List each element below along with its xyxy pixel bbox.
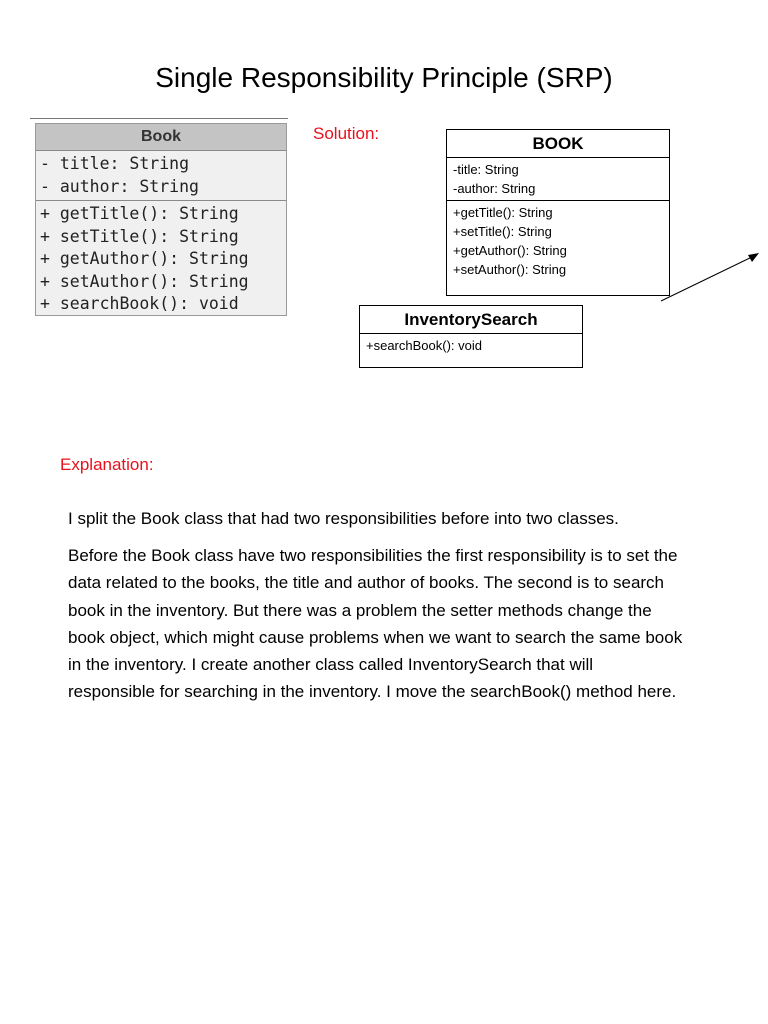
attribute-row: -title: String (453, 162, 519, 177)
explanation-paragraph: I split the Book class that had two responsibilities before into two classes. (68, 509, 619, 528)
method-row: + searchBook(): void (40, 294, 239, 313)
arrow-line (661, 255, 756, 301)
book-class-attributes (447, 158, 669, 201)
method-row: +setTitle(): String (453, 224, 552, 239)
solution-label: Solution: (313, 124, 380, 143)
attribute-row: -author: String (453, 181, 536, 196)
original-class-name: Book (36, 124, 286, 151)
inventory-class-name: InventorySearch (360, 306, 582, 334)
original-class-attributes (36, 151, 286, 201)
explanation-paragraph: Before the Book class have two responsibilities the first responsibility is to set the data related to the books, the title and author of books. The second is to search book in the inventory. But there was a problem the setter methods change the book object, which might cause problems when we want to search the same book in the inventory. I create another class called InventorySearch that will responsible for searching in the inventory. I move the searchBook() method here. (68, 546, 683, 702)
method-row: + getAuthor(): String (40, 249, 249, 268)
explanation-label: Explanation: (60, 455, 154, 474)
arrow-head-icon (748, 253, 759, 262)
page-title: Single Responsibility Principle (SRP) (155, 62, 613, 93)
method-row: + setTitle(): String (40, 226, 239, 246)
book-class-methods (447, 201, 669, 281)
book-class-name: BOOK (447, 130, 669, 158)
original-book-class (35, 123, 287, 316)
book-class-box (446, 129, 670, 296)
attribute-row: - author: String (40, 176, 199, 196)
method-row: +setAuthor(): String (453, 262, 567, 277)
method-row: +getTitle(): String (453, 205, 553, 220)
method-row: +searchBook(): void (366, 338, 482, 353)
method-row: + getTitle(): String (40, 204, 239, 223)
method-row: +getAuthor(): String (453, 243, 567, 258)
divider-line (30, 118, 288, 119)
attribute-row: - title: String (40, 154, 190, 173)
original-class-methods (36, 201, 286, 318)
inventory-search-class-box (359, 305, 583, 368)
method-row: + setAuthor(): String (40, 271, 249, 291)
association-arrow (655, 248, 765, 308)
inventory-class-methods (360, 334, 582, 357)
